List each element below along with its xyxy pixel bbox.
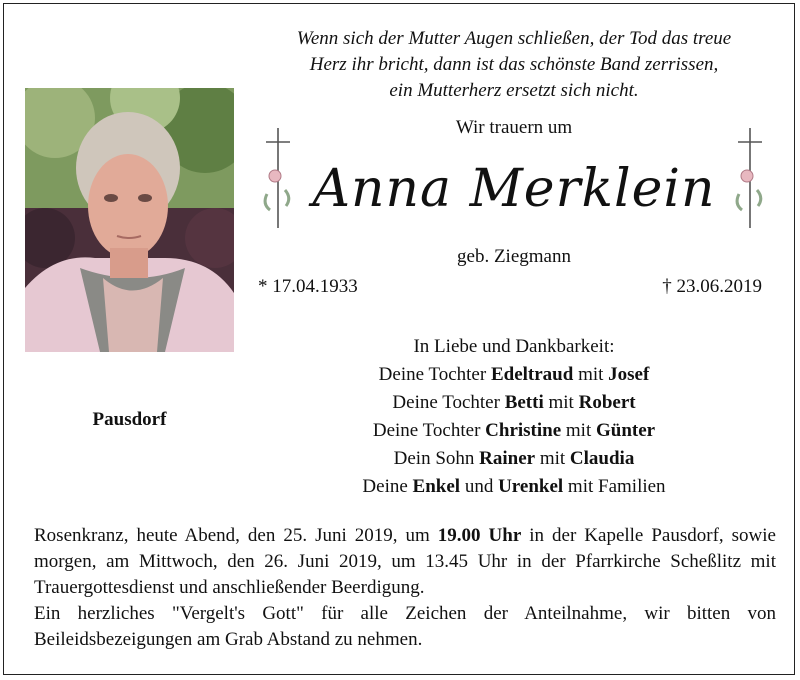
place-name: Pausdorf [92,409,167,430]
mourn-heading: Wir trauern um [455,117,573,138]
portrait-photo [25,88,234,352]
notice-paragraph: Rosenkranz, heute Abend, den 25. Juni 2019, um 19.00 Uhr in der Kapelle Pausdorf, sowie morgen, am Mittwoch, den 26. Juni 2019, um 13.45 Uhr in der Pfarrkirche Scheßlitz mit Trauergottesdienst und anschließender Beerdigung. [34,525,776,598]
cross-rose-icon [258,124,298,234]
poem-line: Herz ihr bricht, dann ist das schönste Band zerrissen, [309,54,719,75]
family-intro: In Liebe und Dankbarkeit: [413,336,615,357]
death-date: † 23.06.2019 [662,276,762,297]
poem-line: ein Mutterherz ersetzt sich nicht. [389,80,639,101]
family-line: Deine Tochter Edeltraud mit Josef [378,364,650,385]
family-line: Deine Tochter Christine mit Günter [372,420,656,441]
family-line: Deine Enkel und Urenkel mit Familien [362,476,666,497]
maiden-name: geb. Ziegmann [457,246,571,267]
poem-line: Wenn sich der Mutter Augen schließen, der Tod das treue [296,28,732,49]
family-line: Deine Tochter Betti mit Robert [392,392,636,413]
family-list [244,333,784,501]
deceased-name: Anna Merklein [312,159,716,219]
obituary-card [3,3,795,675]
funeral-notice [34,523,776,653]
cross-rose-icon [730,124,770,234]
poem [244,26,784,104]
family-line: Dein Sohn Rainer mit Claudia [393,448,635,469]
birth-date: * 17.04.1933 [258,276,358,297]
notice-paragraph: Ein herzliches "Vergelt's Gott" für alle Zeichen der Anteilnahme, wir bitten von Beileidsbezeigungen am Grab Abstand zu nehmen. [34,603,776,650]
